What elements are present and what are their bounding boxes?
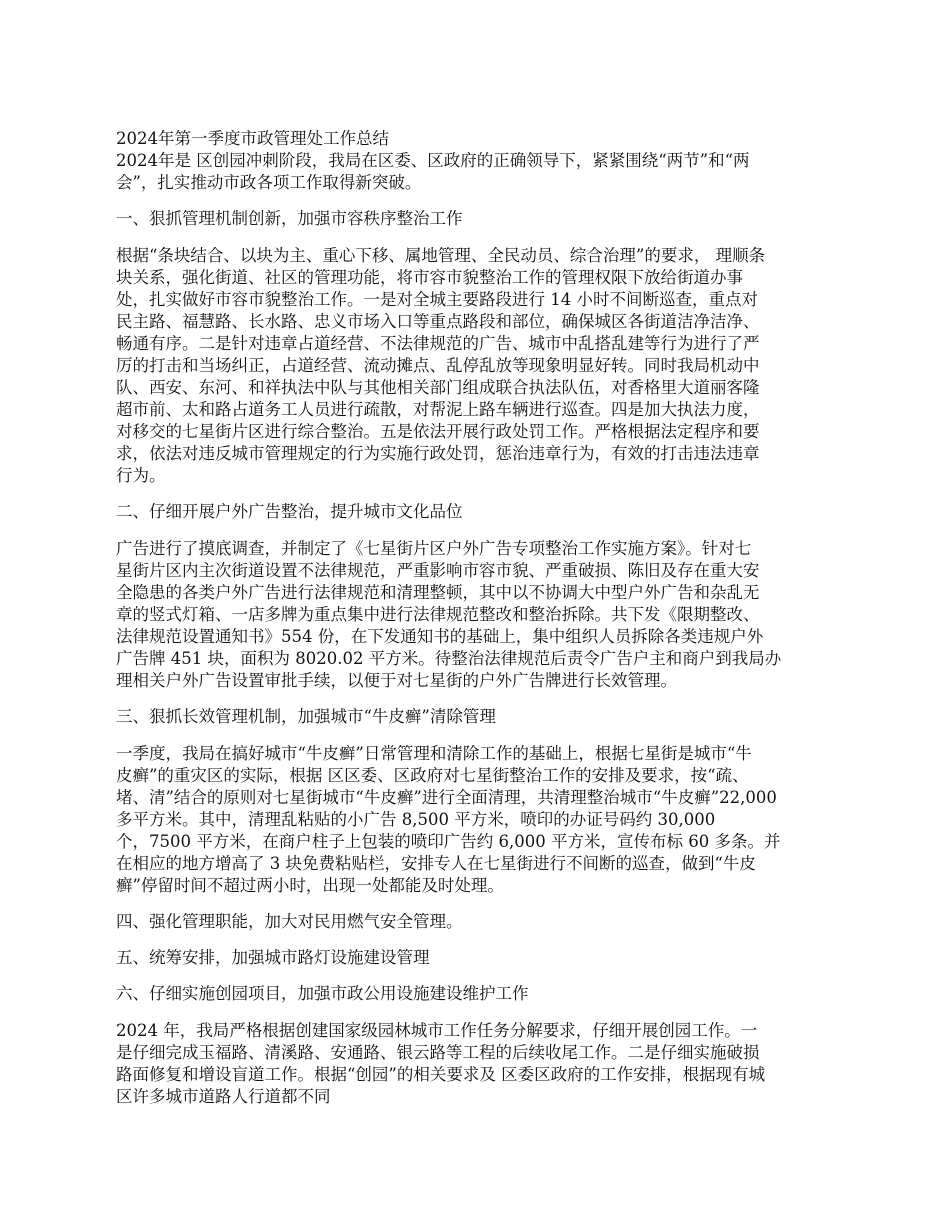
body-line: 民主路、福慧路、长水路、忠义市场入口等重点路段和部位，确保城区各街道洁净洁净、 [116,312,760,331]
body-line: 法律规范设置通知书》554 份，在下发通知书的基础上，集中组织人员拆除各类违规户外 [116,627,764,646]
body-line: 路面修复和增设盲道工作。根据“创园”的相关要求及 区委区政府的工作安排，根据现有城 [116,1065,766,1084]
section-heading: 六、仔细实施创园项目，加强市政公用设施建设维护工作 [116,984,529,1003]
section-body [116,245,840,487]
body-line: 超市前、太和路占道务工人员进行疏散，对帮泥上路车辆进行巡查。四是加大执法力度， [116,400,760,419]
body-line: 根据“条块结合、以块为主、重心下移、属地管理、全民动员、综合治理”的要求， 理顺条 [116,246,766,265]
body-line: 厉的打击和当场纠正，占道经营、流动摊点、乱停乱放等现象明显好转。同时我局机动中 [116,356,760,375]
body-line: 个，7500 平方米，在商户柱子上包装的喷印广告约 6,000 平方米，宣传布标 60 多条。并 [116,832,781,851]
section-heading: 一、狠抓管理机制创新，加强市容秩序整治工作 [116,209,463,228]
intro-line: 2024年是 区创园冲刺阶段，我局在区委、区政府的正确领导下，紧紧围绕“两节”和“两 [116,151,750,170]
body-line: 处，扎实做好市容市貌整治工作。一是对全城主要路段进行 14 小时不间断巡查，重点对 [116,290,758,309]
section-body [116,1020,840,1108]
body-line: 对移交的七星街片区进行综合整治。五是依法开展行政处罚工作。严格根据法定程序和要 [116,422,760,441]
body-line: 2024 年，我局严格根据创建国家级园林城市工作任务分解要求，仔细开展创园工作。一 [116,1021,758,1040]
section-body [116,743,840,897]
body-line: 皮癣”的重灾区的实际，根据 区区委、区政府对七星街整治工作的安排及要求，按“疏、 [116,766,749,785]
body-line: 全隐患的各类户外广告进行法律规范和清理整顿，其中以不协调大中型户外广告和杂乱无 [116,583,760,602]
body-line: 求，依法对违反城市管理规定的行为实施行政处罚，惩治违章行为，有效的打击违法违章 [116,444,760,463]
body-line: 行为。 [116,466,166,485]
body-line: 堵、清”结合的原则对七星街城市“牛皮癣”进行全面清理，共清理整治城市“牛皮癣”22,000 [116,788,777,807]
body-line: 块关系，强化街道、社区的管理功能，将市容市貌整治工作的管理权限下放给街道办事 [116,268,743,287]
body-line: 章的竖式灯箱、一店多牌为重点集中进行法律规范整改和整治拆除。共下发《限期整改、 [116,605,760,624]
body-line: 在相应的地方增高了 3 块免费粘贴栏，安排专人在七星街进行不间断的巡查，做到“牛皮 [116,854,756,873]
body-line: 广告牌 451 块，面积为 8020.02 平方米。待整治法律规范后责令广告户主和商户到我局办 [116,649,782,668]
body-line: 广告进行了摸底调查，并制定了《七星街片区户外广告专项整治工作实施方案》。针对七 [116,539,752,558]
body-line: 理相关户外广告设置审批手续，以便于对七星街的户外广告牌进行长效管理。 [116,671,677,690]
body-line: 一季度，我局在搞好城市“牛皮癣”日常管理和清除工作的基础上，根据七星街是城市“牛 [116,744,752,763]
section-body [116,538,840,692]
intro-line: 会”，扎实推动市政各项工作取得新突破。 [116,173,422,192]
body-line: 区许多城市道路人行道都不同 [116,1087,331,1106]
body-line: 星街片区内主次街道设置不法律规范，严重影响市容市貌、严重破损、陈旧及存在重大安 [116,561,760,580]
body-line: 多平方米。其中，清理乱粘贴的小广告 8,500 平方米，喷印的办证号码约 30,000 [116,810,716,829]
body-line: 癣”停留时间不超过两小时，出现一处都能及时处理。 [116,876,504,895]
body-line: 队、西安、东河、和祥执法中队与其他相关部门组成联合执法队伍，对香格里大道丽客隆 [116,378,760,397]
body-line: 是仔细完成玉福路、清溪路、安通路、银云路等工程的后续收尾工作。二是仔细实施破损 [116,1043,760,1062]
document-title: 2024年第一季度市政管理处工作总结 [116,129,389,148]
body-line: 畅通有序。二是针对违章占道经营、不法律规范的广告、城市中乱搭乱建等行为进行了严 [116,334,760,353]
section-heading: 五、统筹安排，加强城市路灯设施建设管理 [116,948,430,967]
section-heading: 二、仔细开展户外广告整治，提升城市文化品位 [116,502,463,521]
section-heading: 四、强化管理职能，加大对民用燃气安全管理。 [116,912,463,931]
section-heading: 三、狠抓长效管理机制，加强城市“牛皮癣”清除管理 [116,707,496,726]
